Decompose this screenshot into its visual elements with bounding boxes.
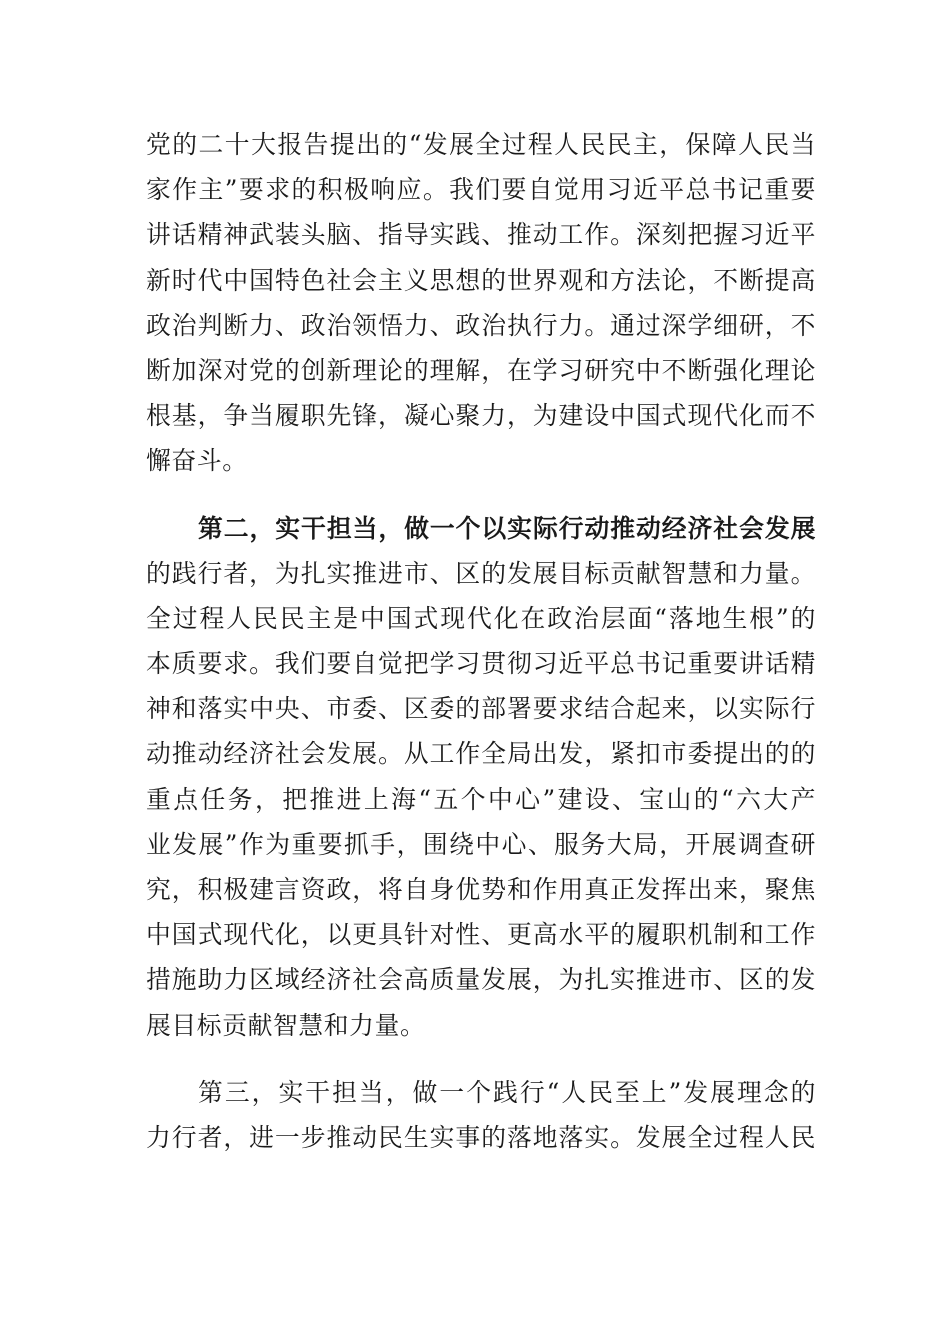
paragraph2-heading: 第二，实干担当，做一个以实际行动推动经济社会发展: [198, 513, 816, 543]
paragraph2-line-8: 究，积极建言资政，将自身优势和作用真正发挥出来，聚焦: [146, 875, 816, 904]
paragraph3-line-1: 第三，实干担当，做一个践行“人民至上”发展理念的: [198, 1077, 816, 1107]
paragraph-gap: [146, 484, 816, 506]
paragraph2-line-4: 神和落实中央、市委、区委的部署要求结合起来，以实际行: [146, 694, 816, 724]
paragraph2-line-9: 中国式现代化，以更具针对性、更高水平的履职机制和工作: [146, 920, 816, 950]
paragraph1-line-5: 政治判断力、政治领悟力、政治执行力。通过深学细研，不: [146, 310, 816, 340]
paragraph3-line-2: 力行者，进一步推动民生实事的落地落实。发展全过程人民: [146, 1122, 816, 1152]
paragraph1-line-6: 断加深对党的创新理论的理解，在学习研究中不断强化理论: [146, 355, 816, 385]
paragraph2-line-5: 动推动经济社会发展。从工作全局出发，紧扣市委提出的的: [146, 739, 816, 769]
document-body: [146, 122, 816, 1160]
paragraph1-line-4: 新时代中国特色社会主义思想的世界观和方法论，不断提高: [146, 265, 816, 295]
paragraph1-line-3: 讲话精神武装头脑、指导实践、推动工作。深刻把握习近平: [146, 220, 816, 250]
paragraph2-line-6: 重点任务，把推进上海“五个中心”建设、宝山的“六大产: [146, 784, 816, 814]
paragraph2-line-2: 全过程人民民主是中国式现代化在政治层面“落地生根”的: [146, 603, 816, 633]
paragraph2-line-7: 业发展”作为重要抓手，围绕中心、服务大局，开展调查研: [146, 829, 816, 859]
paragraph1-line-8: 懈奋斗。: [146, 446, 248, 476]
paragraph-gap: [146, 1048, 816, 1070]
paragraph1-line-7: 根基，争当履职先锋，凝心聚力，为建设中国式现代化而不: [146, 401, 816, 431]
paragraph2-line-10: 措施助力区域经济社会高质量发展，为扎实推进市、区的发: [146, 965, 816, 995]
paragraph2-line-3: 本质要求。我们要自觉把学习贯彻习近平总书记重要讲话精: [146, 649, 816, 679]
paragraph1-line-1: 党的二十大报告提出的“发展全过程人民民主，保障人民当: [146, 130, 816, 159]
paragraph2-line-11: 展目标贡献智慧和力量。: [146, 1010, 426, 1040]
paragraph1-line-2: 家作主”要求的积极响应。我们要自觉用习近平总书记重要: [146, 175, 816, 205]
paragraph2-line-1: 的践行者，为扎实推进市、区的发展目标贡献智慧和力量。: [146, 558, 816, 588]
